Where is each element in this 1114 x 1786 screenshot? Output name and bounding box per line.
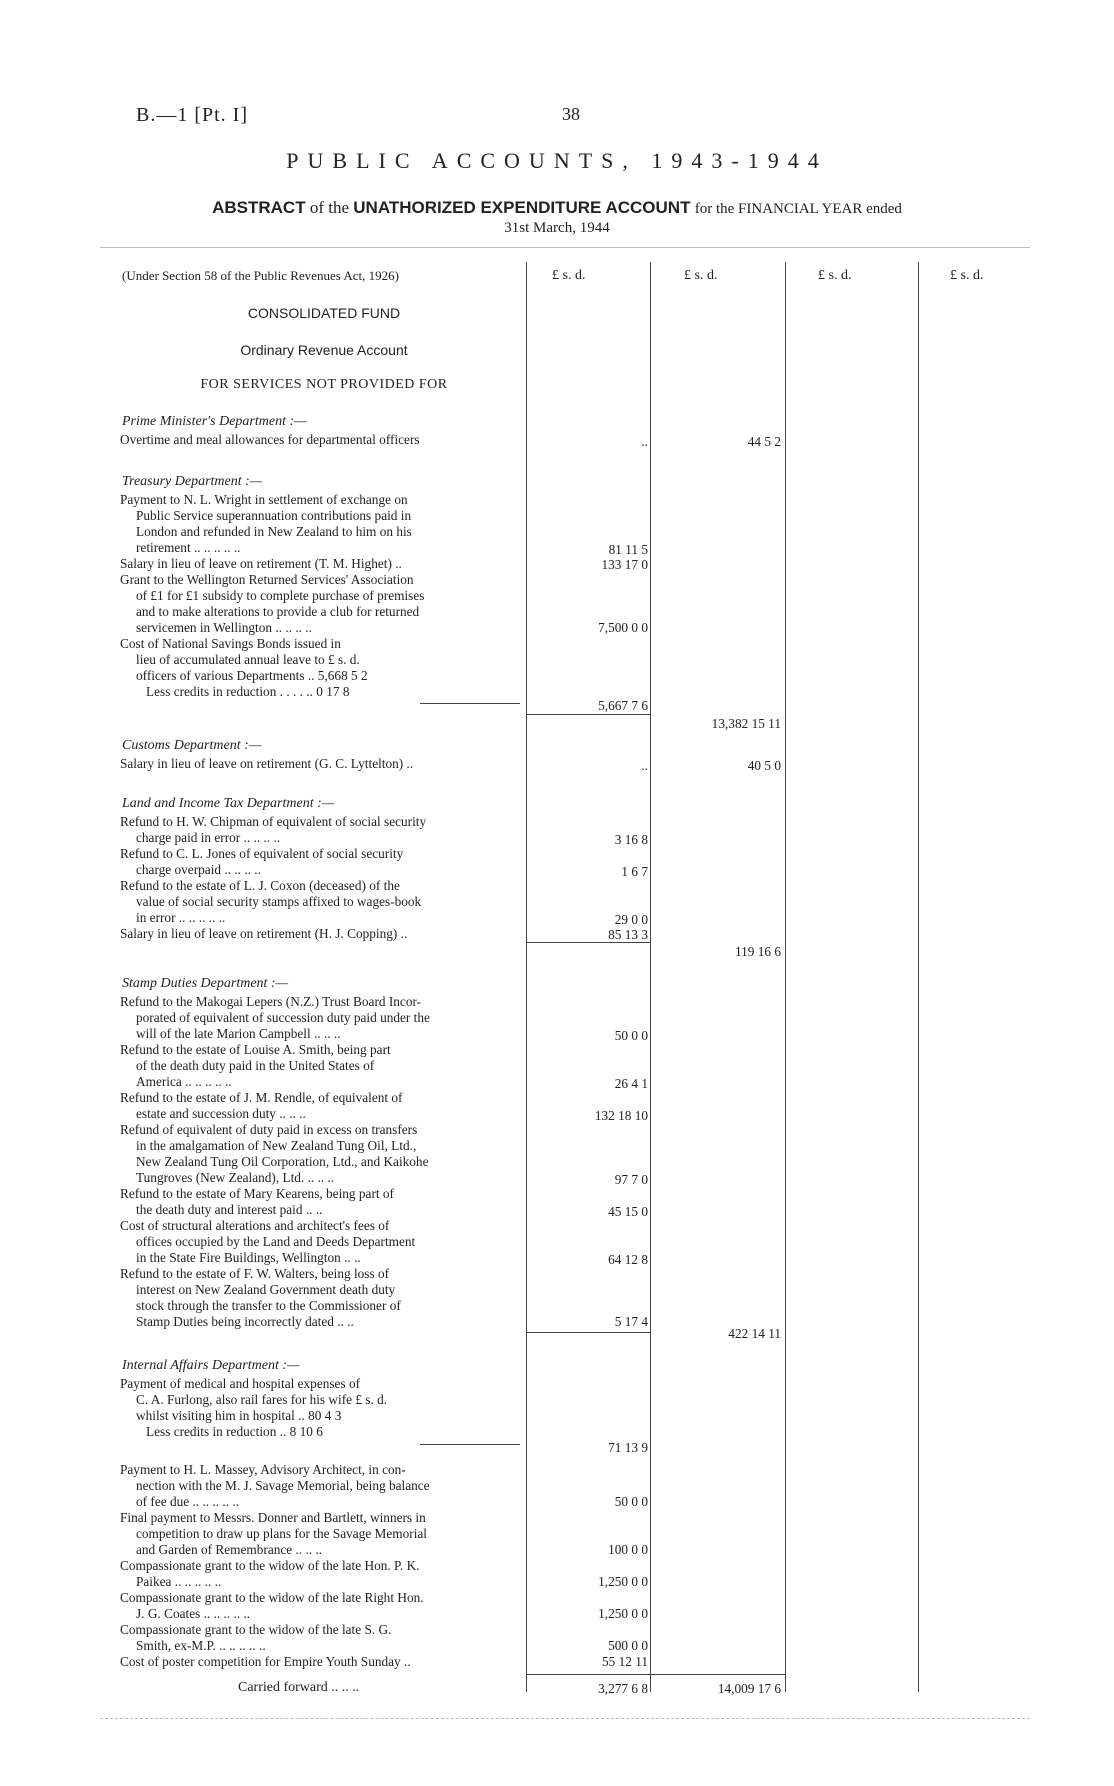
item-line: porated of equivalent of succession duty paid under the — [136, 1010, 430, 1025]
item-line: whilst visiting him in hospital .. 80 4 3 — [136, 1408, 342, 1423]
item-line: Less credits in reduction . . . . .. 0 17 8 — [146, 684, 350, 699]
item-line: Payment to H. L. Massey, Advisory Architect, in con- — [120, 1462, 406, 1477]
list-item — [120, 1622, 520, 1654]
list-item — [120, 1186, 520, 1218]
dept-heading-prime-minister: Prime Minister's Department :— — [122, 414, 307, 429]
item-line: Compassionate grant to the widow of the late Hon. P. K. — [120, 1558, 420, 1573]
dept-total: 422 14 11 — [728, 1326, 781, 1341]
item-line: competition to draw up plans for the Savage Memorial — [136, 1526, 427, 1541]
dept-heading-internal-affairs: Internal Affairs Department :— — [122, 1358, 300, 1373]
abstract-rest: for the FINANCIAL YEAR ended — [694, 201, 902, 217]
top-rule — [100, 247, 1030, 248]
item-line: Public Service superannuation contributions paid in — [136, 508, 412, 523]
item-line: in the State Fire Buildings, Wellington .. .. — [136, 1250, 361, 1265]
column-rule — [651, 1674, 785, 1675]
item-line: value of social security stamps affixed to wages-book — [136, 894, 422, 909]
item-line: Refund to the estate of Louise A. Smith, being part — [120, 1042, 391, 1057]
account-heading: Ordinary Revenue Account — [240, 342, 408, 358]
item-line: stock through the transfer to the Commissioner of — [136, 1298, 401, 1313]
list-item — [120, 926, 520, 942]
amount: 45 15 0 — [608, 1204, 648, 1219]
item-line: Refund to H. W. Chipman of equivalent of social security — [120, 814, 427, 829]
item-line: America .. .. .. .. .. — [136, 1074, 232, 1089]
item-line: Salary in lieu of leave on retirement (H. J. Copping) .. — [120, 926, 408, 941]
item-line: servicemen in Wellington .. .. .. .. — [136, 620, 312, 635]
amount: 29 0 0 — [614, 912, 648, 927]
list-item — [120, 1376, 520, 1440]
list-item — [120, 878, 520, 926]
column-head-3: £ s. d. — [818, 268, 852, 283]
item-line: Refund to the estate of L. J. Coxon (deceased) of the — [120, 878, 400, 893]
item-line: Cost of structural alterations and architect's fees of — [120, 1218, 390, 1233]
item-line: Cost of National Savings Bonds issued in — [120, 636, 341, 651]
column-divider — [785, 262, 786, 1692]
item-line: nection with the M. J. Savage Memorial, being balance — [136, 1478, 430, 1493]
document-ref: B.—1 [Pt. I] — [136, 104, 248, 126]
amount: 133 17 0 — [601, 557, 648, 572]
item-text: Salary in lieu of leave on retirement (G. C. Lyttelton) .. — [120, 756, 414, 771]
item-line: Refund to the estate of Mary Kearens, being part of — [120, 1186, 394, 1201]
list-item — [120, 1462, 520, 1510]
item-line: and to make alterations to provide a club for returned — [136, 604, 420, 619]
list-item — [120, 994, 520, 1042]
dept-total: 40 5 0 — [747, 758, 781, 773]
amount: 7,500 0 0 — [598, 620, 648, 635]
list-item — [120, 636, 520, 700]
column-divider — [526, 262, 527, 1692]
list-item — [120, 556, 520, 572]
list-item — [120, 1042, 520, 1090]
list-item — [120, 1654, 520, 1670]
amount: 5,667 7 6 — [598, 698, 648, 713]
dept-heading-stamp-duties: Stamp Duties Department :— — [122, 976, 289, 991]
column-head-2: £ s. d. — [684, 268, 718, 283]
list-item — [120, 572, 520, 636]
item-line: Refund of equivalent of duty paid in excess on transfers — [120, 1122, 418, 1137]
dept-heading-treasury: Treasury Department :— — [122, 474, 263, 489]
list-item — [120, 492, 520, 556]
amount: 1,250 0 0 — [598, 1574, 648, 1589]
item-line: Final payment to Messrs. Donner and Bartlett, winners in — [120, 1510, 426, 1525]
list-item — [120, 1090, 520, 1122]
item-line: Tungroves (New Zealand), Ltd. .. .. .. — [136, 1170, 335, 1185]
item-line: of fee due .. .. .. .. .. — [136, 1494, 240, 1509]
item-line: Paikea .. .. .. .. .. — [136, 1574, 222, 1589]
item-line: C. A. Furlong, also rail fares for his wife £ s. d. — [136, 1392, 388, 1407]
item-line: charge paid in error .. .. .. .. — [136, 830, 281, 845]
item-line: Compassionate grant to the widow of the late Right Hon. — [120, 1590, 424, 1605]
item-line: offices occupied by the Land and Deeds Department — [136, 1234, 416, 1249]
services-heading: FOR SERVICES NOT PROVIDED FOR — [200, 377, 448, 392]
carried-forward-amount-1: 3,277 6 8 — [598, 1681, 648, 1696]
item-line: in error .. .. .. .. .. — [136, 910, 226, 925]
amount: 71 13 9 — [608, 1440, 648, 1455]
column-rule — [527, 942, 650, 943]
amount: 500 0 0 — [608, 1638, 648, 1653]
abstract-of-1: of the — [309, 198, 350, 217]
subtotal-rule — [420, 703, 520, 704]
item-line: New Zealand Tung Oil Corporation, Ltd., and Kaikohe — [136, 1154, 429, 1169]
amount: 81 11 5 — [608, 542, 648, 557]
item-line: Refund to the Makogai Lepers (N.Z.) Trust Board Incor- — [120, 994, 422, 1009]
item-line: interest on New Zealand Government death duty — [136, 1282, 396, 1297]
amount: .. — [641, 434, 648, 449]
column-rule — [527, 1674, 650, 1675]
amount: 50 0 0 — [614, 1494, 648, 1509]
item-line: Cost of poster competition for Empire Youth Sunday .. — [120, 1654, 411, 1669]
abstract-heading — [0, 198, 1114, 218]
column-rule — [527, 714, 650, 715]
column-head-4: £ s. d. — [950, 268, 984, 283]
item-line: of the death duty paid in the United States of — [136, 1058, 375, 1073]
dept-heading-land-income-tax: Land and Income Tax Department :— — [122, 796, 335, 811]
fund-heading: CONSOLIDATED FUND — [247, 305, 401, 321]
item-line: London and refunded in New Zealand to him on his — [136, 524, 412, 539]
amount: 3 16 8 — [614, 832, 648, 847]
item-line: will of the late Marion Campbell .. .. .. — [136, 1026, 341, 1041]
amount: 132 18 10 — [594, 1108, 648, 1123]
item-line: Smith, ex-M.P. .. .. .. .. .. — [136, 1638, 266, 1653]
item-line: Refund to the estate of J. M. Rendle, of equivalent of — [120, 1090, 403, 1105]
item-line: Stamp Duties being incorrectly dated .. .. — [136, 1314, 354, 1329]
item-line: of £1 for £1 subsidy to complete purchase of premises — [136, 588, 425, 603]
abstract-bold-2: UNATHORIZED EXPENDITURE ACCOUNT — [353, 198, 691, 217]
item-line: Grant to the Wellington Returned Services' Association — [120, 572, 414, 587]
column-divider — [918, 262, 919, 1692]
amount: 55 12 11 — [601, 1654, 648, 1669]
item-line: in the amalgamation of New Zealand Tung Oil, Ltd., — [136, 1138, 417, 1153]
dept-total: 13,382 15 11 — [711, 716, 781, 731]
list-item — [120, 814, 520, 846]
column-head-1: £ s. d. — [552, 268, 586, 283]
amount: 85 13 3 — [608, 927, 648, 942]
dept-total: 119 16 6 — [734, 944, 781, 959]
carried-forward-label: Carried forward .. .. .. — [238, 1680, 360, 1695]
subtotal-rule — [420, 1444, 520, 1445]
item-line: officers of various Departments .. 5,668 5 2 — [136, 668, 368, 683]
item-text: Overtime and meal allowances for departmental officers — [120, 432, 420, 447]
column-rule — [527, 1332, 650, 1333]
item-line: Less credits in reduction .. 8 10 6 — [146, 1424, 323, 1439]
item-line: and Garden of Remembrance .. .. .. — [136, 1542, 323, 1557]
list-item — [120, 1510, 520, 1558]
column-divider — [650, 262, 651, 1692]
list-item — [120, 846, 520, 878]
item-line: lieu of accumulated annual leave to £ s. d. — [136, 652, 360, 667]
item-line: Salary in lieu of leave on retirement (T. M. Highet) .. — [120, 556, 402, 571]
abstract-date: 31st March, 1944 — [504, 220, 610, 236]
amount: 1 6 7 — [621, 864, 648, 879]
item-line: retirement .. .. .. .. .. — [136, 540, 241, 555]
amount: .. — [641, 758, 648, 773]
statute-reference: (Under Section 58 of the Public Revenues Act, 1926) — [122, 268, 399, 283]
item-line: Payment to N. L. Wright in settlement of exchange on — [120, 492, 408, 507]
amount: 1,250 0 0 — [598, 1606, 648, 1621]
amount: 100 0 0 — [608, 1542, 648, 1557]
amount: 5 17 4 — [614, 1314, 648, 1329]
item-line: J. G. Coates .. .. .. .. .. — [136, 1606, 251, 1621]
item-line: the death duty and interest paid .. .. — [136, 1202, 323, 1217]
item-line: Refund to C. L. Jones of equivalent of social security — [120, 846, 404, 861]
item-line: estate and succession duty .. .. .. — [136, 1106, 306, 1121]
item-line: Refund to the estate of F. W. Walters, being loss of — [120, 1266, 390, 1281]
carried-forward-amount-2: 14,009 17 6 — [717, 1681, 781, 1696]
bottom-rule — [100, 1718, 1030, 1719]
abstract-bold-1: ABSTRACT — [212, 198, 306, 217]
list-item — [120, 1266, 520, 1330]
list-item — [120, 1590, 520, 1622]
item-line: charge overpaid .. .. .. .. — [136, 862, 261, 877]
amount: 50 0 0 — [614, 1028, 648, 1043]
list-item — [120, 1218, 520, 1266]
dept-heading-customs: Customs Department :— — [122, 738, 262, 753]
amount: 64 12 8 — [608, 1252, 648, 1267]
amount: 97 7 0 — [614, 1172, 648, 1187]
item-line: Payment of medical and hospital expenses of — [120, 1376, 361, 1391]
item-line: Compassionate grant to the widow of the late S. G. — [120, 1622, 392, 1637]
page-title: PUBLIC ACCOUNTS, 1943-1944 — [286, 148, 828, 173]
amount: 26 4 1 — [614, 1076, 648, 1091]
dept-total: 44 5 2 — [747, 434, 781, 449]
list-item — [120, 1558, 520, 1590]
page-number: 38 — [562, 104, 580, 124]
list-item — [120, 1122, 520, 1186]
